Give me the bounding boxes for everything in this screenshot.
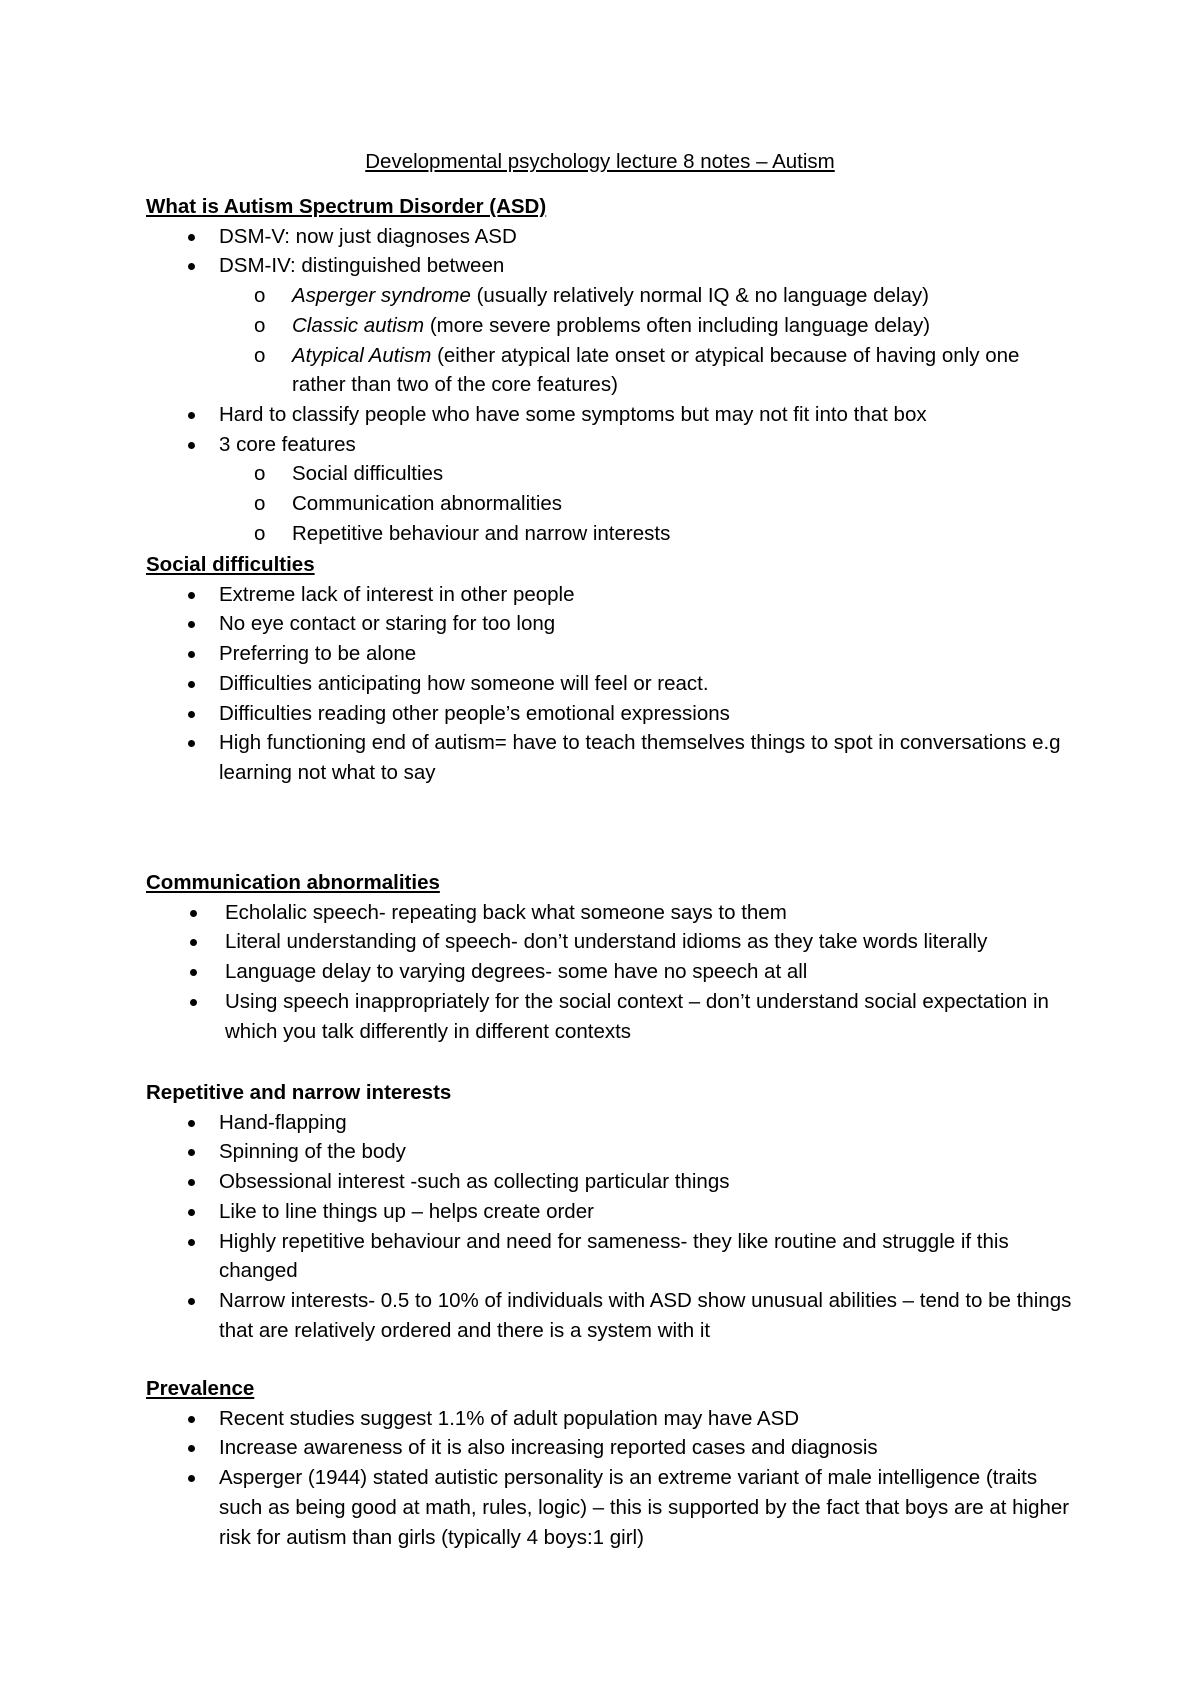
sub-list-item: o Communication abnormalities xyxy=(219,489,1076,519)
list-item: Narrow interests- 0.5 to 10% of individuals with ASD show unusual abilities – tend to be things that are relatively ordered and there is a system with it xyxy=(146,1286,1076,1345)
section-asd xyxy=(146,192,1076,548)
list-item: Extreme lack of interest in other people xyxy=(146,580,1076,610)
section-heading: What is Autism Spectrum Disorder (ASD) xyxy=(146,195,547,218)
bullet-list xyxy=(146,1108,1076,1346)
list-item: DSM-IV: distinguished between o Asperger syndrome (usually relatively normal IQ & no language delay) o Classic autism (more severe problems often including language delay) o Atypical Autism (either atypical late onset or atypical because of having only one rather than two of the core features) xyxy=(146,251,1076,400)
list-item: Language delay to varying degrees- some have no speech at all xyxy=(146,957,1076,987)
list-item: High functioning end of autism= have to teach themselves things to spot in conversations e.g learning not what to say xyxy=(146,728,1076,787)
list-item: Literal understanding of speech- don’t understand idioms as they take words literally xyxy=(146,927,1076,957)
term: Classic autism xyxy=(292,313,425,337)
list-item: Hard to classify people who have some symptoms but may not fit into that box xyxy=(146,400,1076,430)
bullet-list xyxy=(146,222,1076,549)
list-item: Obsessional interest -such as collecting particular things xyxy=(146,1167,1076,1197)
list-item: Highly repetitive behaviour and need for sameness- they like routine and struggle if this changed xyxy=(146,1227,1076,1286)
term: Asperger syndrome xyxy=(292,284,471,308)
sub-list-item: o Atypical Autism (either atypical late onset or atypical because of having only one rather than two of the core features) xyxy=(219,341,1076,400)
list-item: DSM-V: now just diagnoses ASD xyxy=(146,222,1076,252)
list-item: Preferring to be alone xyxy=(146,639,1076,669)
list-item: 3 core features o Social difficulties o Communication abnormalities o Repetitive behaviour and narrow interests xyxy=(146,430,1076,549)
list-item: Recent studies suggest 1.1% of adult population may have ASD xyxy=(146,1404,1076,1434)
bullet-list xyxy=(146,580,1076,788)
list-item: Like to line things up – helps create order xyxy=(146,1197,1076,1227)
list-item: Asperger (1944) stated autistic personality is an extreme variant of male intelligence (traits such as being good at math, rules, logic) – this is supported by the fact that boys are at higher risk for autism than girls (typically 4 boys:1 girl) xyxy=(146,1463,1076,1552)
list-item: No eye contact or staring for too long xyxy=(146,609,1076,639)
term: Atypical Autism xyxy=(292,343,432,367)
bullet-list xyxy=(146,898,1076,1047)
sub-bullet-list xyxy=(219,281,1076,400)
bullet-list xyxy=(146,1404,1076,1553)
list-item: Increase awareness of it is also increasing reported cases and diagnosis xyxy=(146,1433,1076,1463)
sub-list-item: o Classic autism (more severe problems often including language delay) xyxy=(219,311,1076,341)
list-item: Using speech inappropriately for the social context – don’t understand social expectation in which you talk differently in different contexts xyxy=(146,987,1076,1046)
list-item: Spinning of the body xyxy=(146,1137,1076,1167)
sub-list-item: o Asperger syndrome (usually relatively normal IQ & no language delay) xyxy=(219,281,1076,311)
section-repetitive-interests xyxy=(146,1078,1076,1345)
list-item: Hand-flapping xyxy=(146,1108,1076,1138)
section-heading: Repetitive and narrow interests xyxy=(146,1081,452,1104)
section-prevalence xyxy=(146,1374,1076,1552)
list-item: Difficulties anticipating how someone will feel or react. xyxy=(146,669,1076,699)
sub-list-item: o Repetitive behaviour and narrow interests xyxy=(219,519,1076,549)
sub-list-item: o Social difficulties xyxy=(219,459,1076,489)
list-item: Echolalic speech- repeating back what someone says to them xyxy=(146,898,1076,928)
sub-bullet-list xyxy=(219,459,1076,548)
section-social-difficulties xyxy=(146,550,1076,788)
section-heading: Social difficulties xyxy=(146,553,315,576)
section-heading: Communication abnormalities xyxy=(146,871,440,894)
page-title: Developmental psychology lecture 8 notes – Autism xyxy=(365,150,835,173)
section-heading: Prevalence xyxy=(146,1377,255,1400)
section-communication-abnormalities xyxy=(146,868,1076,1046)
list-item: Difficulties reading other people’s emotional expressions xyxy=(146,699,1076,729)
